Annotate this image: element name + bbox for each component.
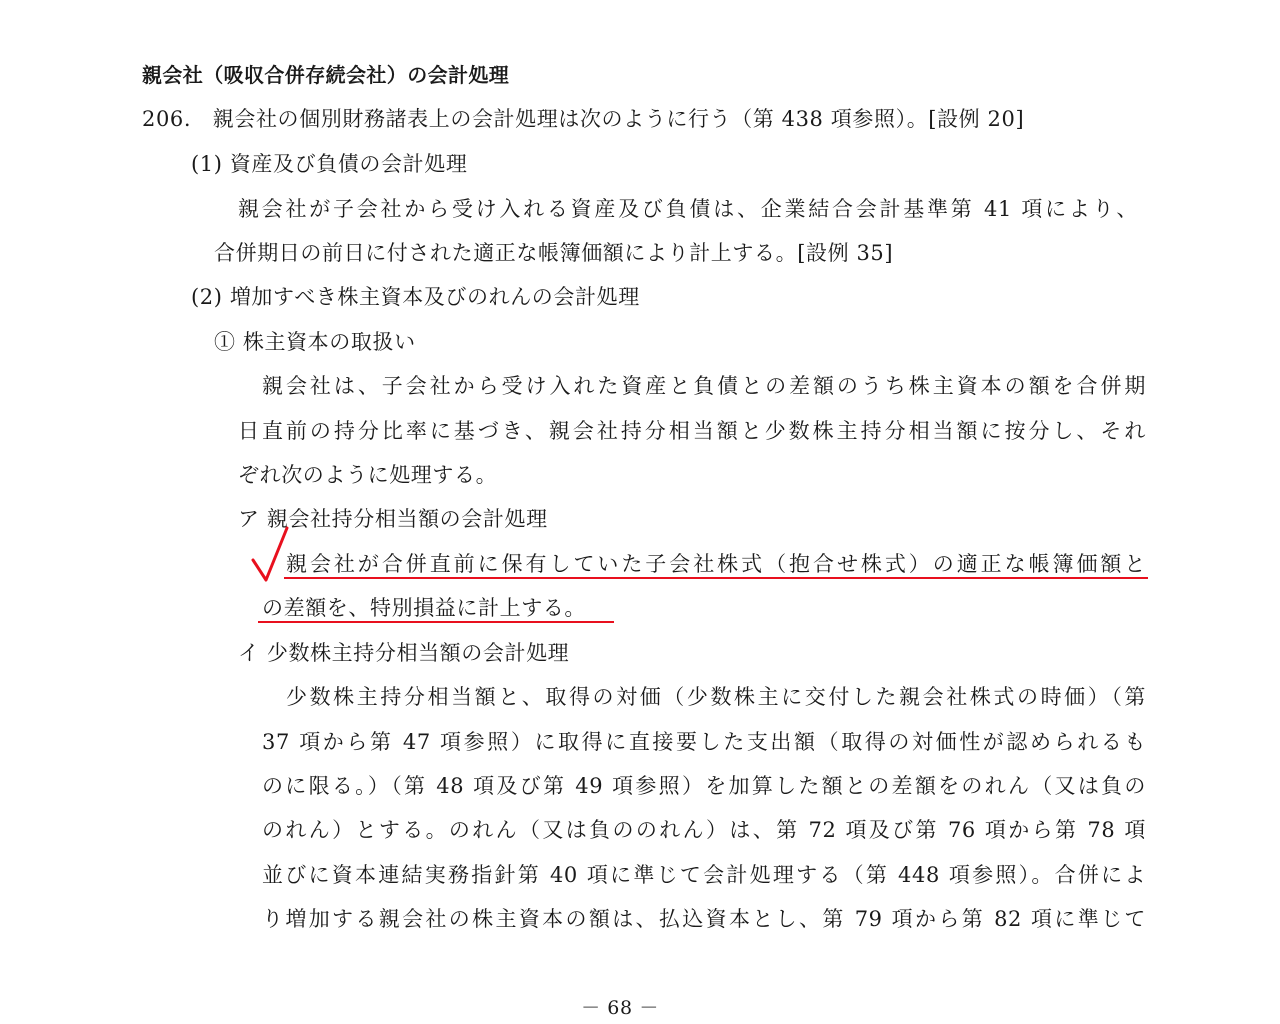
section-heading: 親会社（吸収合併存続会社）の会計処理 [142, 63, 510, 87]
sub-item-a-body-line: 親会社が合併直前に保有していた子会社株式（抱合せ株式）の適正な帳簿価額と [286, 552, 1146, 576]
sub-item-i-body-line: のに限る。）（第 48 項及び第 49 項参照）を加算した額との差額をのれん（又は負の [262, 774, 1146, 798]
sub-item-1-body-line: 日直前の持分比率に基づき、親会社持分相当額と少数株主持分相当額に按分し、それ [238, 419, 1146, 443]
sub-item-i-body-line: 37 項から第 47 項参照）に取得に直接要した支出額（取得の対価性が認められるも [262, 730, 1146, 754]
item-1-body-line: 合併期日の前日に付された適正な帳簿価額により計上する。[設例 35] [214, 241, 894, 265]
sub-item-i-body-line: り増加する親会社の株主資本の額は、払込資本とし、第 79 項から第 82 項に準じて [262, 907, 1146, 931]
sub-item-1-body-line: 親会社は、子会社から受け入れた資産と負債との差額のうち株主資本の額を合併期 [262, 374, 1146, 398]
sub-item-i-body-line: のれん）とする。のれん（又は負ののれん）は、第 72 項及び第 76 項から第 78 項 [262, 818, 1146, 842]
item-1-title: (1) 資産及び負債の会計処理 [191, 152, 468, 176]
sub-item-i-title: イ 少数株主持分相当額の会計処理 [238, 641, 570, 665]
sub-item-a-title: ア 親会社持分相当額の会計処理 [238, 507, 548, 531]
check-mark-icon [253, 528, 287, 580]
item-1-body-line: 親会社が子会社から受け入れる資産及び負債は、企業結合会計基準第 41 項により、 [238, 197, 1138, 221]
page-number: － 68 － [581, 997, 659, 1019]
sub-item-a-body-line: の差額を、特別損益に計上する。 [262, 596, 586, 620]
paragraph-206: 206. 親会社の個別財務諸表上の会計処理は次のように行う（第 438 項参照）。[設例 20] [142, 107, 1025, 131]
sub-item-i-body-line: 並びに資本連結実務指針第 40 項に準じて会計処理する（第 448 項参照）。合併によ [262, 863, 1146, 887]
item-2-title: (2) 増加すべき株主資本及びのれんの会計処理 [191, 285, 640, 309]
sub-item-1-body-line: ぞれ次のように処理する。 [238, 463, 498, 487]
sub-item-1-title: ① 株主資本の取扱い [214, 330, 416, 354]
sub-item-i-body-line: 少数株主持分相当額と、取得の対価（少数株主に交付した親会社株式の時価）（第 [286, 685, 1146, 709]
